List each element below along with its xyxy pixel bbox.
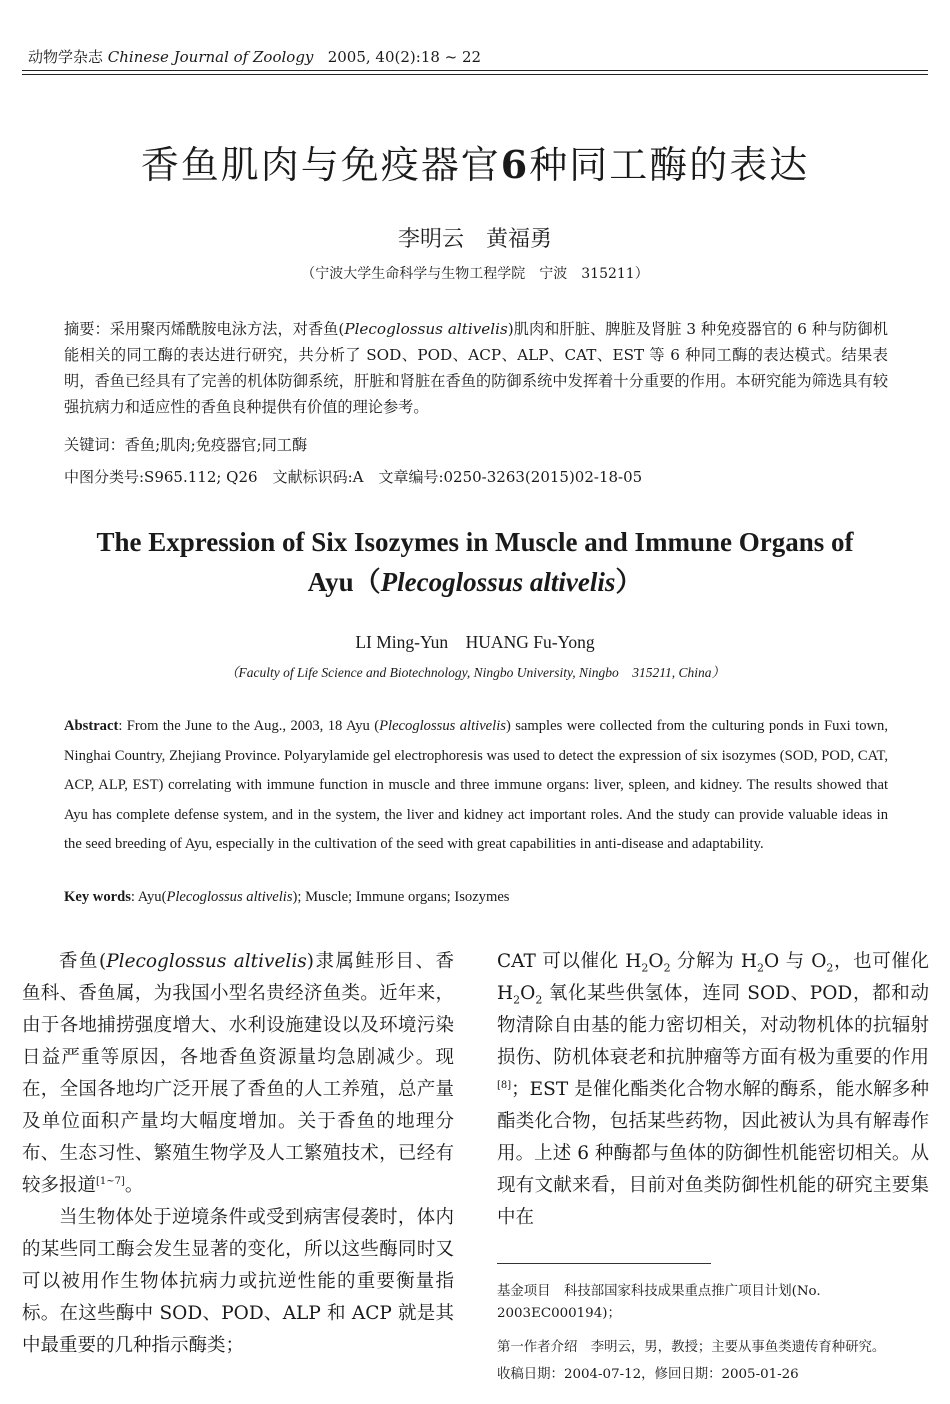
citation: 2005, 40(2):18 ~ 22 (327, 48, 482, 66)
species-name: Plecoglossus altivelis (344, 320, 508, 338)
citation-ref[interactable]: [1~7] (96, 1175, 125, 1187)
keywords-cn-label: 关键词： (64, 436, 125, 454)
abstract-en-label: Abstract (64, 718, 119, 734)
species-name: Plecoglossus altivelis (380, 567, 616, 597)
footnote-author: 第一作者介绍 李明云，男，教授；主要从事鱼类遗传育种研究。 (497, 1340, 886, 1355)
journal-name-cn: 动物学杂志 (28, 48, 104, 66)
title-en: The Expression of Six Isozymes in Muscle and Immune Organs of Ayu（Plecoglossus altivelis） (96, 527, 854, 597)
authors-en: LI Ming-Yun HUANG Fu-Yong (355, 632, 595, 652)
keywords-cn: 关键词：香鱼;肌肉;免疫器官;同工酶 (64, 436, 308, 454)
affiliation-en: （Faculty of Life Science and Biotechnology, Ningbo University, Ningbo 315211, China） (225, 665, 725, 680)
affiliation-cn: （宁波大学生命科学与生物工程学院 宁波 315211） (301, 266, 649, 282)
authors-cn: 李明云 黄福勇 (397, 227, 552, 252)
keywords-en-label: Key words (64, 889, 131, 905)
footnote-rule (497, 1263, 711, 1264)
body-paragraph: CAT 可以催化 $H_2O_2$ 分解为 $H_2O$ 与 $O_2$，也可催化 $H_2O_2$ 氧化某些供氢体，连同 SOD、POD，都和动物清除自由基的能力密切相关，对动物机体的抗辐射损伤、防机体衰老和抗肿瘤等方面有极为重要的作用[8]；EST 是催化酯类化合物水解的酶系，能水解多种酯类化合物，包括某些药物，因此被认为具有解毒作用。上述 6 种酶都与鱼体的防御性机能密切相关。从现有文献来看，目前对鱼类防御性机能的研究主要集中在 (497, 951, 929, 1228)
title-cn-number: 6 (500, 142, 530, 187)
species-name: Plecoglossus altivelis (166, 889, 293, 905)
running-header (28, 46, 481, 67)
journal-name-en: Chinese Journal of Zoology (107, 48, 314, 66)
citation-ref[interactable]: [8] (497, 1079, 512, 1091)
keywords-en: Key words: Ayu(Plecoglossus altivelis); Muscle; Immune organs; Isozymes (64, 889, 510, 905)
species-name: Plecoglossus altivelis (379, 718, 506, 734)
species-name: Plecoglossus altivelis (106, 951, 307, 972)
header-rule-thick (22, 70, 928, 71)
abstract-en: Abstract: From the June to the Aug., 2003, 18 Ayu (Plecoglossus altivelis) samples were collected from the culturing ponds in Fuxi town, Ninghai Country, Zhejiang Province. Polyarylamide gel electrophoresis was used to detect the expression of six isozymes (SOD, POD, CAT, ACP, ALP, EST) correlating with immune function in muscle and three immune organs: liver, spleen, and kidney. The results showed that Ayu has complete defense system, and in the system, the liver and kidney act important roles. And the study can provide valuable ideas in the seed breeding of Ayu, especially in the cultivation of the seed with great capabilities in anti-disease and adaptability. (64, 718, 888, 852)
title-cn: 香鱼肌肉与免疫器官6种同工酶的表达 (140, 142, 810, 187)
body-column-left (22, 946, 454, 1362)
body-column-right (497, 946, 929, 1234)
header-rule-thin (22, 74, 928, 75)
abstract-cn: 摘要：采用聚丙烯酰胺电泳方法，对香鱼(Plecoglossus altivelis)肌肉和肝脏、脾脏及肾脏 3 种免疫器官的 6 种与防御机能相关的同工酶的表达进行研究，共分析了 SOD、POD、ACP、ALP、CAT、EST 等 6 种同工酶的表达模式。结果表明，香鱼已经具有了完善的机体防御系统，肝脏和肾脏在香鱼的防御系统中发挥着十分重要的作用。本研究能为筛选具有较强抗病力和适应性的香鱼良种提供有价值的理论参考。 (64, 320, 888, 416)
body-paragraph: 香鱼(Plecoglossus altivelis)隶属鲑形目、香鱼科、香鱼属，为我国小型名贵经济鱼类。近年来，由于各地捕捞强度增大、水利设施建设以及环境污染日益严重等原因，各地香鱼资源量均急剧减少。现在，全国各地均广泛开展了香鱼的人工养殖，总产量及单位面积产量均大幅度增加。关于香鱼的地理分布、生态习性、繁殖生物学及人工繁殖技术，已经有较多报道[1~7]。 (22, 951, 455, 1196)
footnote-dates: 收稿日期：2004-07-12，修回日期：2005-01-26 (497, 1367, 799, 1382)
footnote-fund: 基金项目 科技部国家科技成果重点推广项目计划(No. 2003EC000194)； (497, 1284, 821, 1321)
body-paragraph: 当生物体处于逆境条件或受到病害侵袭时，体内的某些同工酶会发生显著的变化，所以这些酶同时又可以被用作生物体抗病力或抗逆性能的重要衡量指标。在这些酶中 SOD、POD、ALP 和 ACP 就是其中最重要的几种指示酶类； (22, 1207, 454, 1356)
classification-cn: 中图分类号:S965.112; Q26 文献标识码:A 文章编号:0250-3263(2015)02-18-05 (64, 468, 643, 486)
abstract-cn-label: 摘要： (64, 320, 110, 338)
